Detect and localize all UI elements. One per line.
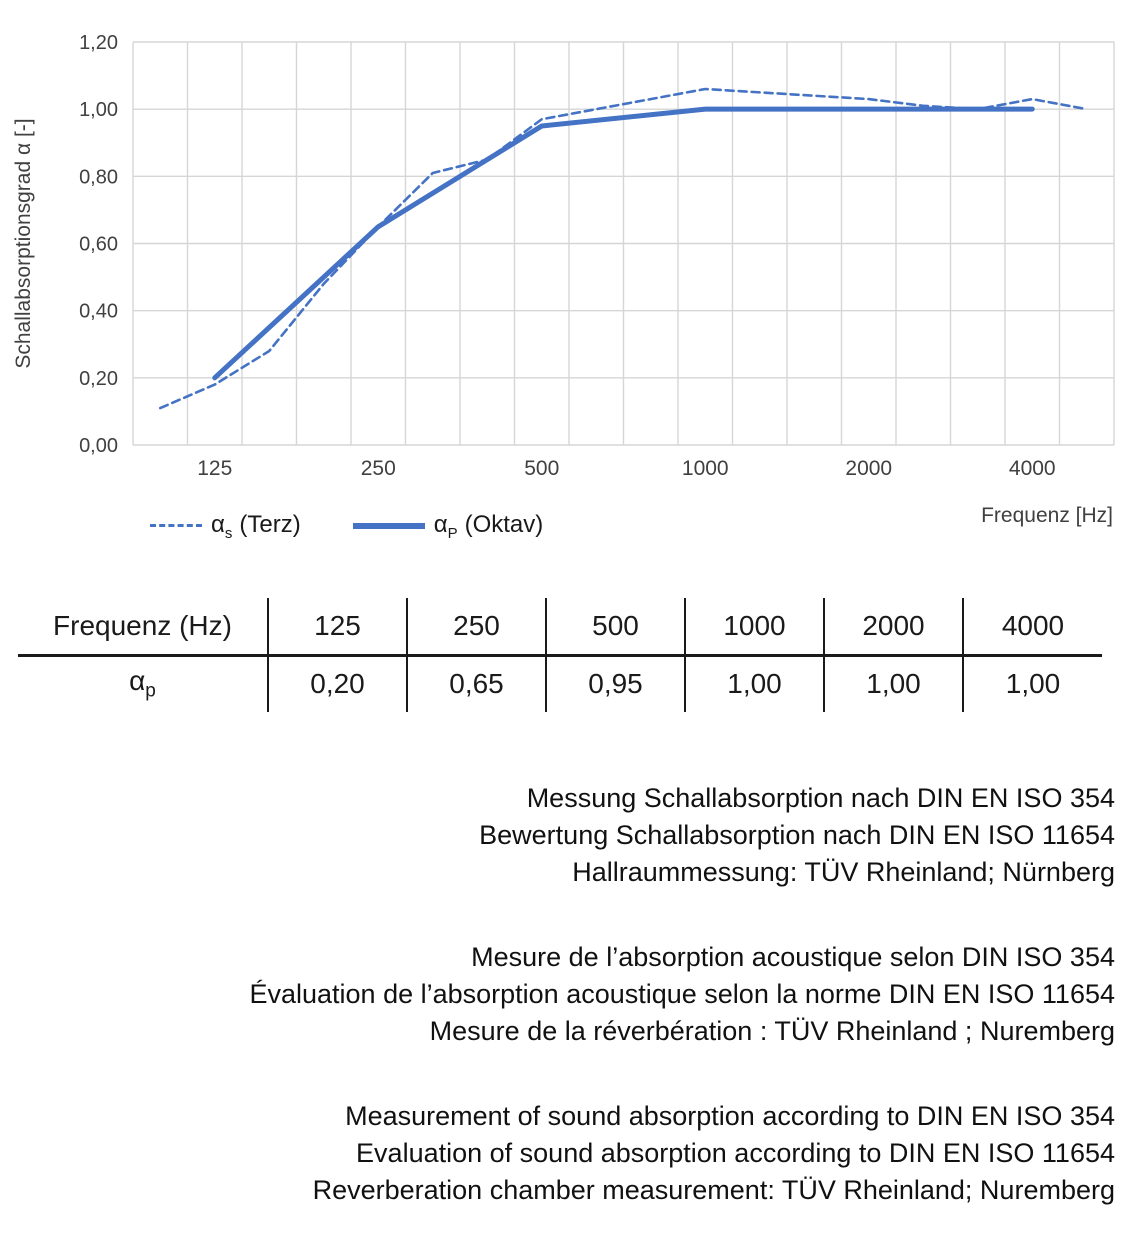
table-value-row: [18, 655, 1102, 712]
y-tick-label: 0,80: [79, 166, 118, 189]
note-line: Messung Schallabsorption nach DIN EN ISO 354: [526, 783, 1115, 813]
table-value-cell: 1,00: [1005, 668, 1061, 700]
note-line: Mesure de l’absorption acoustique selon DIN ISO 354: [471, 942, 1115, 972]
table-value-cell: 0,20: [268, 655, 407, 712]
x-tick-label: 125: [197, 457, 233, 480]
x-tick-label: 4000: [1008, 457, 1056, 480]
table-header-row: [18, 598, 1102, 655]
y-tick-label: 0,20: [79, 367, 118, 390]
note-line: Evaluation of sound absorption according to DIN EN ISO 11654: [356, 1138, 1115, 1168]
y-axis-title: Schallabsorptionsgrad α [-]: [12, 118, 35, 369]
note-line: Évaluation de l’absorption acoustique selon la norme DIN EN ISO 11654: [249, 979, 1115, 1009]
legend-label: $\alpha_P$ (Oktav): [433, 510, 544, 542]
note-german: [0, 780, 1135, 891]
legend-label: $\alpha_s$ (Terz): [211, 510, 301, 542]
table-header-cell: 250: [407, 598, 546, 655]
note-line: Hallraummessung: TÜV Rheinland; Nürnberg: [572, 857, 1115, 887]
dashed-line-swatch: [150, 524, 202, 527]
table-header-cell: 4000: [963, 598, 1102, 655]
note-english: [0, 1098, 1135, 1209]
chart-legend-row: [0, 504, 1135, 548]
note-line: Reverberation chamber measurement: TÜV Rheinland; Nuremberg: [312, 1175, 1115, 1205]
table-value-cell: 0,65: [407, 655, 546, 712]
solid-line-swatch: [353, 523, 425, 529]
table-value-cell: 1,00: [685, 655, 824, 712]
x-tick-label: 250: [360, 457, 396, 480]
note-line: Mesure de la réverbération : TÜV Rheinland ; Nuremberg: [429, 1016, 1115, 1046]
table-value-cell: 1,00: [824, 655, 963, 712]
x-axis-title: Frequenz [Hz]: [981, 504, 1113, 527]
x-tick-label: 500: [524, 457, 560, 480]
note-line: Measurement of sound absorption according to DIN EN ISO 354: [345, 1101, 1115, 1131]
legend-item-alpha-s: [150, 511, 301, 542]
table-header-cell: 1000: [685, 598, 824, 655]
x-tick-label: 1000: [681, 457, 729, 480]
table-value-cell: 0,95: [546, 655, 685, 712]
legend-item-alpha-p: [353, 511, 544, 542]
table-header-cell: 125: [268, 598, 407, 655]
absorption-chart: [0, 0, 1135, 548]
x-tick-label: 2000: [845, 457, 893, 480]
y-tick-label: 0,00: [79, 435, 118, 457]
row-label-alpha-p: $\alpha_p$: [18, 655, 268, 712]
table-header-cell: 2000: [824, 598, 963, 655]
note-french: [0, 939, 1135, 1050]
y-tick-label: 1,20: [79, 32, 118, 54]
table-header-frequency: Frequenz (Hz): [18, 598, 268, 655]
chart-plot-area: [0, 0, 1135, 485]
y-tick-label: 0,40: [79, 300, 118, 323]
y-tick-label: 0,60: [79, 233, 118, 256]
note-line: Bewertung Schallabsorption nach DIN EN ISO 11654: [479, 820, 1115, 850]
y-tick-label: 1,00: [79, 99, 118, 122]
absorption-table: [18, 598, 1102, 712]
table-header-cell: 500: [546, 598, 685, 655]
